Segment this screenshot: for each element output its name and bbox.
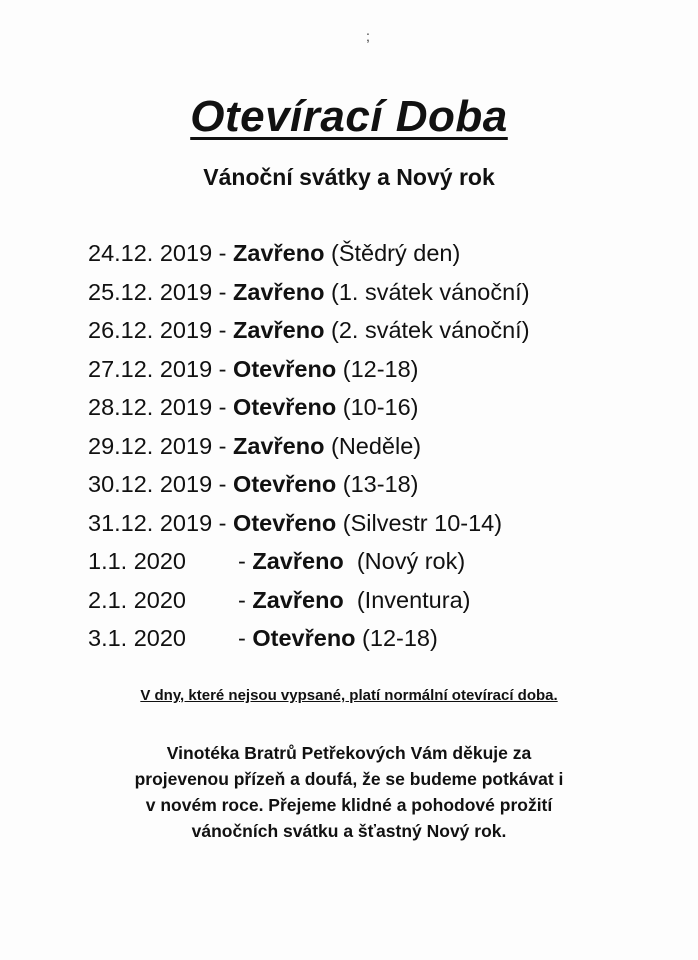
schedule-status: Otevřeno (233, 394, 337, 420)
schedule-note: (12-18) (355, 625, 438, 651)
thank-you-line: v novém roce. Přejeme klidné a pohodové prožití (145, 795, 553, 815)
schedule-separator: - (212, 394, 234, 420)
schedule-date: 30.12. 2019 (88, 471, 213, 497)
schedule-status: Zavřeno (252, 586, 344, 613)
schedule-row (88, 581, 678, 620)
schedule-status: Zavřeno (233, 317, 325, 343)
schedule-status: Otevřeno (233, 355, 337, 382)
schedule-note: (Neděle) (324, 432, 422, 459)
page-subtitle: Vánoční svátky a Nový rok (203, 164, 495, 190)
schedule-row (88, 273, 678, 312)
schedule-date: 25.12. 2019 (88, 278, 213, 305)
schedule-date: 26.12. 2019 (88, 317, 213, 343)
schedule-status: Zavřeno (233, 278, 325, 305)
schedule-date: 31.12. 2019 (88, 509, 213, 536)
regular-hours-note-text: V dny, které nejsou vypsané, platí normální otevírací doba. (140, 687, 558, 704)
schedule-note: (10-16) (336, 394, 419, 420)
schedule-note: (Nový rok) (343, 548, 466, 574)
page-title-text: Otevírací Doba (190, 92, 508, 141)
schedule-note: (2. svátek vánoční) (324, 317, 530, 343)
schedule-status: Otevřeno (233, 509, 337, 536)
schedule-row (88, 619, 678, 658)
schedule-row (88, 465, 678, 504)
schedule-row (88, 234, 678, 273)
page-title (0, 92, 698, 142)
schedule-status: Zavřeno (233, 432, 325, 459)
schedule-separator: - (238, 625, 253, 651)
schedule-separator: - (212, 317, 234, 343)
schedule-note: (Silvestr 10-14) (336, 509, 503, 536)
schedule-row (88, 350, 678, 389)
schedule-separator: - (212, 471, 234, 497)
schedule-row (88, 504, 678, 543)
thank-you-message (0, 740, 698, 844)
schedule-note: (Inventura) (343, 586, 471, 613)
schedule-separator: - (238, 586, 253, 613)
schedule-status: Zavřeno (233, 240, 325, 266)
schedule-separator: - (238, 548, 253, 574)
schedule-separator: - (212, 278, 234, 305)
schedule-row (88, 311, 678, 350)
schedule-status: Otevřeno (233, 471, 337, 497)
schedule-date: 27.12. 2019 (88, 355, 213, 382)
schedule-row (88, 542, 678, 581)
schedule-date: 3.1. 2020 (88, 625, 187, 651)
schedule-row (88, 427, 678, 466)
schedule-status: Zavřeno (252, 548, 344, 574)
opening-schedule (88, 234, 678, 658)
thank-you-line: vánočních svátku a šťastný Nový rok. (191, 821, 507, 841)
schedule-date: 29.12. 2019 (88, 432, 213, 459)
thank-you-line: projevenou přízeň a doufá, že se budeme potkávat i (134, 769, 564, 789)
scan-speck: ; (366, 28, 370, 44)
schedule-note: (1. svátek vánoční) (324, 278, 530, 305)
schedule-date: 24.12. 2019 (88, 240, 213, 266)
schedule-separator: - (212, 240, 234, 266)
schedule-note: (Štědrý den) (324, 240, 461, 266)
schedule-row (88, 388, 678, 427)
schedule-separator: - (212, 355, 234, 382)
schedule-note: (12-18) (336, 355, 419, 382)
schedule-date: 2.1. 2020 (88, 586, 187, 613)
regular-hours-note (0, 687, 698, 704)
thank-you-line: Vinotéka Bratrů Petřekových Vám děkuje za (166, 743, 532, 763)
schedule-separator: - (212, 509, 234, 536)
schedule-note: (13-18) (336, 471, 419, 497)
schedule-status: Otevřeno (252, 625, 356, 651)
schedule-separator: - (212, 432, 234, 459)
schedule-date: 28.12. 2019 (88, 394, 213, 420)
schedule-date: 1.1. 2020 (88, 548, 187, 574)
